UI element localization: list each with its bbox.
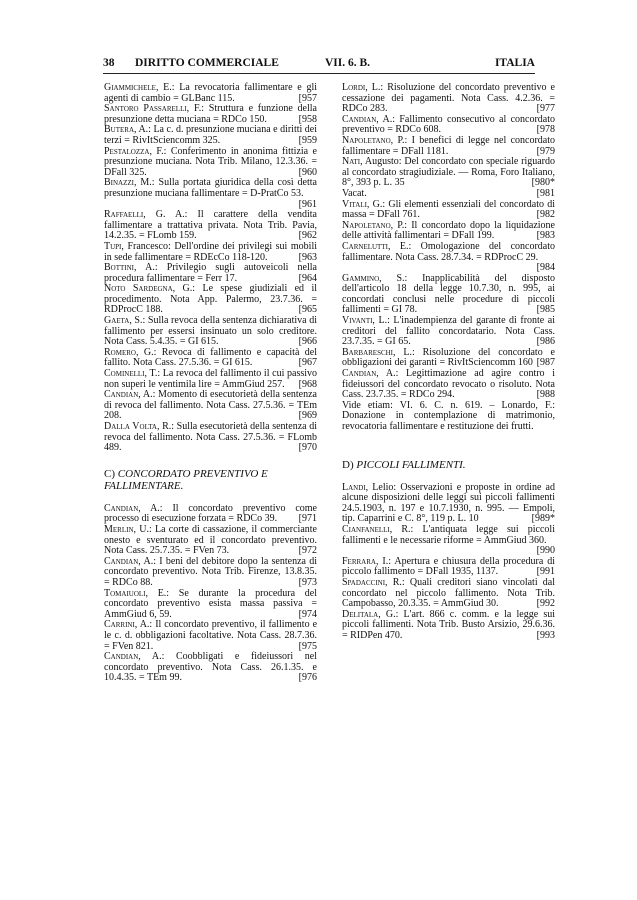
entry-number: [959: [298, 134, 317, 146]
entry-text: Quali creditori siano vincolati dal concordato nel piccolo fallimento. Nota Trib. Campobasso, 20.3.35. = AmmGiud 30.: [342, 576, 556, 610]
entry-author: Santoro Passarelli, F.:: [104, 103, 204, 115]
entry-author: Tomaiuoli, E.:: [104, 587, 170, 599]
left-column: [104, 83, 317, 684]
entry-text: Apertura e chiusura della procedura di piccolo fallimento = DFall 1935, 1137.: [342, 555, 555, 578]
entry-number: [993: [536, 629, 555, 641]
entry-number: [968: [298, 378, 317, 390]
entry-number: [983: [536, 230, 555, 242]
entry-author: Gammino, S.:: [342, 272, 408, 284]
entry-author: Butera, A.:: [104, 124, 151, 136]
bibliography-list-c-cont: [342, 83, 555, 433]
bibliography-entry: [104, 316, 317, 348]
entry-author: Carrini, A.:: [104, 619, 153, 631]
entry-text: Vacat.: [342, 187, 367, 199]
entry-text: I beni del debitore dopo la sentenza di concordato preventivo. Nota Trib. Firenze, 13.8.35. = RDCo 88.: [104, 555, 317, 588]
entry-text: Il concordato preventivo come processo di esecuzione forzata = RDCo 39.: [104, 502, 317, 525]
entry-author: Delitala, G.:: [342, 608, 399, 620]
entry-author: Vivanti, L.:: [342, 315, 390, 327]
entry-number: [979: [536, 145, 555, 157]
entry-author: Bottini, A.:: [104, 262, 158, 274]
entry-text: Se durante la procedura del concordato preventivo esista massa passiva = AmmGiud 6, 59.: [104, 587, 317, 620]
country-label: ITALIA: [494, 57, 535, 69]
bibliography-entry: [342, 136, 555, 157]
entry-number: [970: [298, 442, 317, 454]
bibliography-entry: [342, 200, 555, 221]
entry-number: [967: [298, 357, 317, 369]
entry-text: Sulla portata giuridica della così detta presunzione muciana fallimentare = D-PratCo 53.: [104, 177, 317, 199]
entry-number: [971: [298, 513, 317, 525]
bibliography-entry: [342, 274, 555, 316]
right-column: [342, 83, 555, 642]
entry-text: Augusto: Del concordato con speciale riguardo al concordato stragiudiziale. — Roma, Foro Italiano, 8°, 393 p. L. 35: [342, 156, 555, 189]
bibliography-entry: [342, 369, 555, 401]
entry-text: Fallimento consecutivo al concordato preventivo = RDCo 608.: [342, 113, 556, 136]
bibliography-entry: [104, 147, 317, 179]
entry-number: [972: [298, 545, 317, 557]
entry-text: L'art. 866 c. comm. e la legge sui piccoli fallimenti. Nota Trib. Busto Arsizio, 29.6.36. = RIDPen 470.: [342, 608, 555, 641]
entry-number: [992: [536, 598, 555, 610]
entry-number: [989*: [531, 513, 555, 525]
bibliography-entry: [104, 104, 317, 125]
entry-number: [961: [298, 198, 317, 210]
entry-author: Napoletano, P.:: [342, 134, 408, 146]
entry-number: [958: [298, 113, 317, 125]
entry-number: [975: [298, 640, 317, 652]
bibliography-entry: [104, 263, 317, 284]
bibliography-entry: [342, 83, 555, 115]
entry-author: Gaeta, S.:: [104, 315, 146, 327]
entry-text: Il concordato preventivo, il fallimento e le c. d. obbligazioni facoltative. Nota Cass. 28.7.36. = FVen 821.: [104, 619, 318, 652]
bibliography-entry: [104, 369, 317, 390]
bibliography-entry: [104, 125, 317, 146]
entry-number: [987: [536, 357, 555, 369]
bibliography-list-b: [104, 83, 317, 454]
entry-number: [964: [298, 272, 317, 284]
entry-number: [985: [536, 304, 555, 316]
entry-author: Dalla Volta, R.:: [104, 421, 175, 432]
entry-number: [980*: [531, 177, 555, 189]
bibliography-entry: [342, 157, 555, 189]
entry-text: La corte di cassazione, il commerciante onesto e sventurato ed il concordato preventivo. Nota Cass. 25.7.35. = FVen 73.: [104, 523, 317, 557]
entry-author: Candian, A.:: [104, 555, 156, 567]
entry-text: Francesco: Dell'ordine dei privilegi sui mobili in sede fallimentare = RDEcCo 118-120.: [104, 240, 317, 263]
header-rule: [103, 73, 535, 74]
bibliography-entry: [342, 401, 555, 433]
bibliography-list-d: [342, 483, 555, 642]
bibliography-entry: [104, 620, 317, 652]
entry-author: Nati,: [342, 156, 363, 168]
entry-text: I benefici di legge nel concordato fallimentare = DFall 1181.: [342, 134, 555, 157]
entry-number: [977: [536, 103, 555, 115]
entry-text: Inapplicabilità del disposto dell'articolo 18 della legge 10.7.30, n. 995, ai concordati conclusi nelle procedure di piccoli fallimenti = GI 78.: [342, 272, 556, 316]
bibliography-entry: [342, 115, 555, 136]
entry-author: Giammichele, E.:: [104, 82, 175, 93]
entry-number: [991: [536, 566, 555, 578]
bibliography-entry: [104, 652, 317, 684]
page-header: [103, 57, 535, 71]
entry-number: [969: [298, 410, 317, 422]
entry-number: [973: [298, 576, 317, 588]
bibliography-entry: [104, 504, 317, 525]
entry-text: Gli elementi essenziali del concordato di massa = DFall 761.: [342, 198, 555, 221]
entry-text: Il carattere della vendita fallimentare a trattativa privata. Nota Trib. Pavia, 14.2.35. = FLomb 159.: [104, 209, 317, 242]
entry-text: L'antiquata legge sui piccoli fallimenti e le necessarie riforme = AmmGiud 360.: [342, 523, 555, 546]
running-title: DIRITTO COMMERCIALE: [135, 57, 279, 69]
bibliography-entry: [104, 422, 317, 454]
entry-author: Pestalozza, F.:: [104, 145, 167, 157]
bibliography-entry: [104, 390, 317, 422]
entry-text: L'inadempienza del garante di fronte ai creditori del fallito concordatario. Nota Cass. 23.7.35. = GI 65.: [342, 315, 555, 348]
entry-text: Revoca di fallimento e capacità del fallito. Nota Cass. 27.5.36. = GI 615.: [104, 346, 317, 369]
page-number: 38: [103, 57, 115, 69]
entry-author: Cominelli, T.:: [104, 368, 161, 380]
entry-text: Risoluzione del concordato preventivo e cessazione dei pagamenti. Nota Cass. 4.2.36. = RDCo 283.: [342, 82, 555, 115]
entry-text: La revoca del fallimento il cui passivo non superi le ventimila lire = AmmGiud 257.: [104, 368, 317, 390]
entry-text: Il concordato dopo la liquidazione delle attività fallimentari = DFall 199.: [342, 219, 555, 242]
entry-text: Lelio: Osservazioni e proposte in ordine ad alcune disposizioni delle leggi sui piccoli fallimenti 24.5.1903, n. 197 e 10.7.1930, n. 995. — Empoli, tip. Caparrini e C. 8°, 119 p. L. 10: [342, 481, 555, 525]
section-number: VII. 6. B.: [325, 57, 371, 69]
entry-author: Binazzi, M.:: [104, 177, 155, 189]
entry-number: [978: [536, 124, 555, 136]
bibliography-entry: [342, 348, 555, 369]
entry-number: [988: [536, 389, 555, 401]
bibliography-entry: [342, 525, 555, 557]
entry-author: Candian, A.:: [342, 368, 399, 380]
entry-text: Risoluzione del concordato e obbligazioni dei garanti = RivItSciencomm 160: [342, 346, 555, 369]
bibliography-entry: [342, 316, 555, 348]
bibliography-entry: [104, 178, 317, 210]
entry-text: Struttura e funzione della presunzione detta muciana = RDCo 150.: [104, 103, 317, 125]
entry-number: [986: [536, 336, 555, 348]
bibliography-entry: [342, 483, 555, 525]
entry-number: [957: [298, 92, 317, 104]
section-heading-c: C) CONCORDATO PREVENTIVO E FALLIMENTARE.: [104, 467, 268, 492]
entry-number: [965: [298, 304, 317, 316]
entry-number: [963: [298, 251, 317, 263]
entry-number: [962: [298, 230, 317, 242]
entry-text: Momento di esecutorietà della sentenza di revoca del fallimento. Nota Cass. 27.5.36. = TEm 208.: [104, 389, 317, 422]
entry-number: [981: [536, 187, 555, 199]
entry-author: Lordi, L.:: [342, 82, 384, 93]
entry-author: Landi,: [342, 481, 369, 493]
bibliography-entry: [104, 210, 317, 242]
entry-text: Legittimazione ad agire contro i fideiussori del concordato revocato o risoluto. Nota Cass. 23.7.35. = RDCo 294.: [342, 368, 555, 401]
bibliography-entry: [104, 348, 317, 369]
entry-number: [982: [536, 209, 555, 221]
entry-text: Privilegio sugli autoveicoli nella procedura fallimentare = Ferr 17.: [104, 262, 317, 284]
bibliography-entry: [104, 557, 317, 589]
entry-author: Spadaccini, R.:: [342, 576, 405, 588]
entry-text: La c. d. presunzione muciana e diritti dei terzi = RivItSciencomm 325.: [104, 124, 318, 146]
entry-number: [990: [536, 545, 555, 557]
entry-author: Merlin, U.:: [104, 523, 152, 535]
entry-number: [960: [298, 166, 317, 178]
entry-number: [976: [298, 672, 317, 684]
entry-text: Vide etiam: VI. 6. C. n. 619. – Lonardo, F.: Donazione in contemplazione di matrimonio, revocatoria fallimentare e restituzione dei frutti.: [342, 399, 555, 432]
entry-author: Ferrara, I.:: [342, 555, 391, 567]
bibliography-entry: [342, 221, 555, 242]
entry-author: Raffaelli, G. A.:: [104, 209, 188, 221]
bibliography-entry: [342, 578, 555, 610]
entry-text: La revocatoria fallimentare e gli agenti di cambio = GLBanc 115.: [104, 82, 318, 104]
entry-author: Tupi,: [104, 240, 124, 252]
bibliography-entry: [342, 610, 555, 642]
entry-author: Candian, A.:: [342, 113, 396, 125]
entry-author: Candian, A.:: [104, 389, 156, 401]
entry-author: Carnelutti, E.:: [342, 240, 412, 252]
entry-author: Candian, A.:: [104, 502, 163, 514]
entry-text: Omologazione del concordato fallimentare. Nota Cass. 28.7.34. = RDProcC 29.: [342, 240, 556, 263]
bibliography-entry: [104, 242, 317, 263]
entry-number: [984: [536, 262, 555, 274]
entry-text: Sulla esecutorietà della sentenza di revoca del fallimento. Nota Cass. 27.5.36. = FLomb 489.: [104, 421, 317, 454]
entry-author: Cianfanelli, R.:: [342, 523, 414, 535]
entry-text: Le spese giudiziali ed il procedimento. Nota App. Palermo, 23.7.36. = RDProcC 188.: [104, 283, 317, 316]
bibliography-entry: [104, 589, 317, 621]
entry-author: Napoletano, P.:: [342, 219, 408, 231]
entry-author: Barbareschi, L.:: [342, 346, 415, 358]
bibliography-list-c: [104, 504, 317, 684]
entry-number: [974: [298, 608, 317, 620]
entry-text: Conferimento in anonima fittizia e presunzione muciana. Nota Trib. Milano, 12.3.36. = DFall 325.: [104, 145, 317, 178]
bibliography-entry: [104, 83, 317, 104]
entry-number: [966: [298, 336, 317, 348]
bibliography-entry: [342, 242, 555, 274]
bibliography-entry: [104, 284, 317, 316]
entry-text: Sulla revoca della sentenza dichiarativa di fallimento per essersi insinuato un solo creditore. Nota Cass. 5.4.35. = GI 615.: [104, 315, 317, 348]
entry-author: Vitali, G.:: [342, 198, 386, 210]
bibliography-entry: [342, 557, 555, 578]
entry-text: Coobbligati e fideiussori nel concordato preventivo. Nota Cass. 26.1.35. e 10.4.35. = TEm 99.: [104, 651, 318, 684]
entry-author: Noto Sardegna, G.:: [104, 283, 196, 295]
section-heading-d: D) PICCOLI FALLIMENTI.: [342, 458, 466, 471]
bibliography-entry: [104, 525, 317, 557]
entry-author: Candian, A.:: [104, 651, 165, 663]
entry-author: Romero, G.:: [104, 346, 157, 358]
